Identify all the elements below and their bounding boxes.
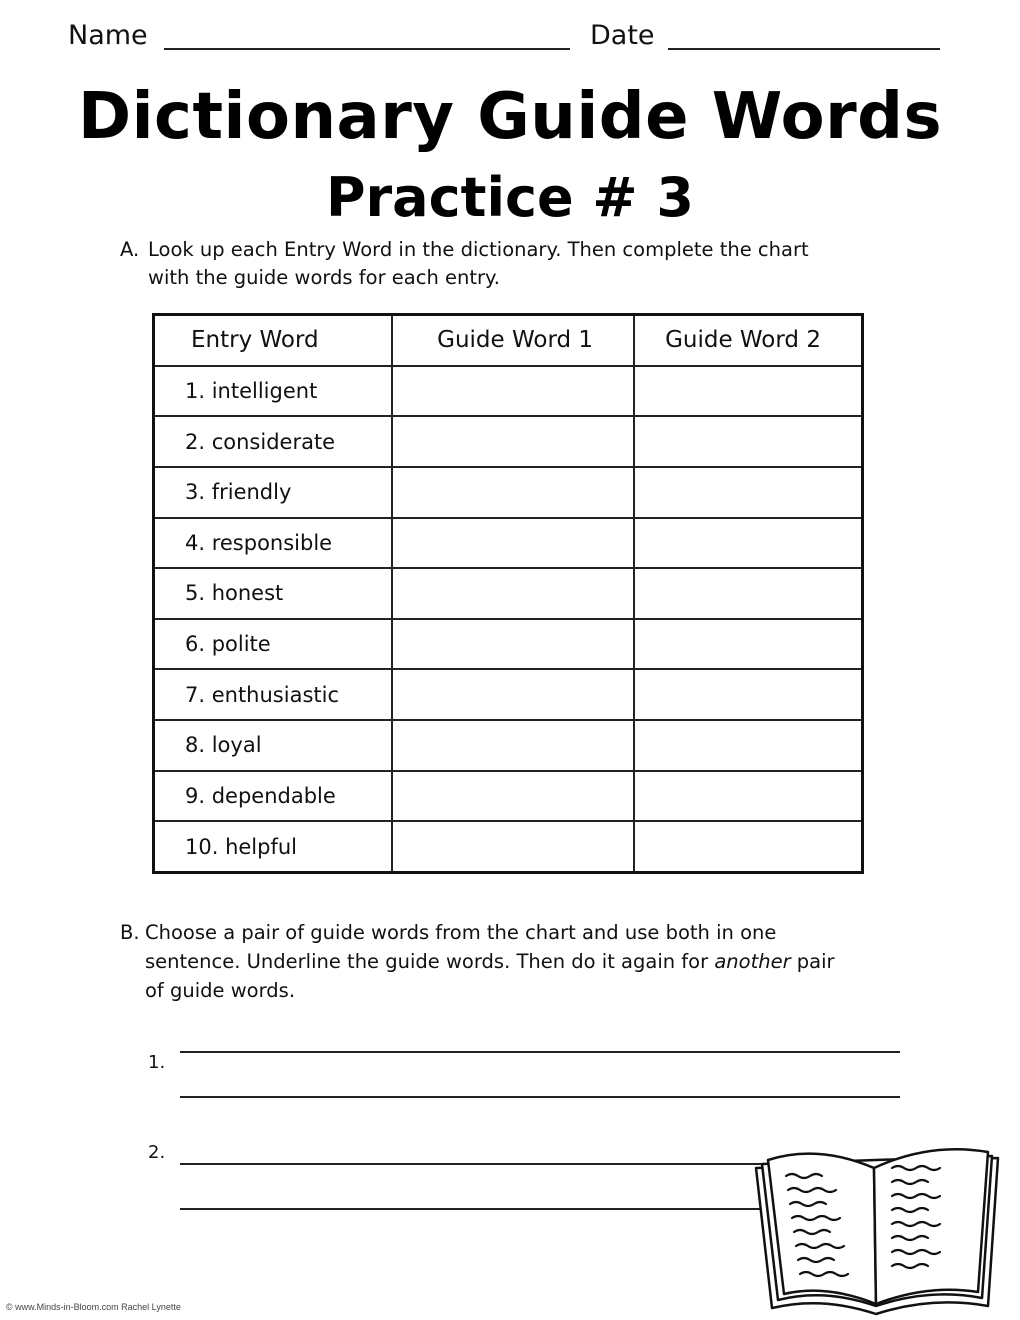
chart-header-row (154, 315, 863, 366)
guide-word-1-cell[interactable] (392, 416, 634, 467)
guide-word-1-cell[interactable] (392, 518, 634, 569)
entry-word: 3. friendly (154, 467, 393, 518)
section-a-label: A. (120, 238, 140, 261)
section-a-line2: with the guide words for each entry. (148, 266, 500, 289)
entry-word: 7. enthusiastic (154, 669, 393, 720)
guide-word-1-cell[interactable] (392, 467, 634, 518)
table-row (154, 771, 863, 822)
answer-number-2: 2. (148, 1142, 166, 1163)
header-guide-word-1: Guide Word 1 (392, 315, 634, 366)
section-b-label: B. (120, 921, 140, 944)
answer-line[interactable] (180, 1096, 900, 1098)
guide-word-2-cell[interactable] (634, 720, 862, 771)
guide-word-1-cell[interactable] (392, 669, 634, 720)
guide-word-1-cell[interactable] (392, 568, 634, 619)
entry-word: 8. loyal (154, 720, 393, 771)
date-label: Date (590, 20, 655, 51)
table-row (154, 821, 863, 872)
entry-word: 1. intelligent (154, 366, 393, 417)
table-row (154, 416, 863, 467)
date-blank[interactable] (668, 22, 940, 50)
guide-word-2-cell[interactable] (634, 568, 862, 619)
table-row (154, 366, 863, 417)
open-book-icon (752, 1138, 1002, 1316)
entry-word: 9. dependable (154, 771, 393, 822)
answer-line[interactable] (180, 1051, 900, 1053)
section-b-line3: of guide words. (145, 979, 296, 1002)
table-row (154, 518, 863, 569)
guide-word-2-cell[interactable] (634, 416, 862, 467)
guide-word-2-cell[interactable] (634, 771, 862, 822)
page-subtitle: Practice # 3 (325, 166, 695, 229)
page-title: Dictionary Guide Words (77, 80, 943, 154)
entry-word: 4. responsible (154, 518, 393, 569)
guide-words-chart (152, 313, 864, 874)
section-b-emphasis: another (714, 950, 791, 973)
section-b-line2-start: sentence. Underline the guide words. Then do it again for (145, 950, 715, 973)
section-b-line1: Choose a pair of guide words from the chart and use both in one (145, 921, 777, 944)
header-guide-word-2: Guide Word 2 (634, 315, 862, 366)
guide-word-1-cell[interactable] (392, 720, 634, 771)
name-blank[interactable] (164, 22, 570, 50)
guide-word-2-cell[interactable] (634, 467, 862, 518)
guide-word-1-cell[interactable] (392, 619, 634, 670)
guide-word-1-cell[interactable] (392, 771, 634, 822)
table-row (154, 669, 863, 720)
guide-word-2-cell[interactable] (634, 669, 862, 720)
guide-word-2-cell[interactable] (634, 518, 862, 569)
entry-word: 6. polite (154, 619, 393, 670)
answer-number-1: 1. (148, 1052, 166, 1073)
guide-word-1-cell[interactable] (392, 821, 634, 872)
entry-word: 10. helpful (154, 821, 393, 872)
section-b-line2 (145, 948, 835, 976)
entry-word: 2. considerate (154, 416, 393, 467)
answer-line[interactable] (180, 1208, 770, 1210)
header-entry-word: Entry Word (154, 315, 393, 366)
table-row (154, 720, 863, 771)
entry-word: 5. honest (154, 568, 393, 619)
guide-word-2-cell[interactable] (634, 619, 862, 670)
guide-word-1-cell[interactable] (392, 366, 634, 417)
footer-credit: © www.Minds-in-Bloom.com Rachel Lynette (6, 1302, 181, 1312)
name-label: Name (68, 20, 148, 51)
answer-line[interactable] (180, 1163, 770, 1165)
table-row (154, 467, 863, 518)
guide-word-2-cell[interactable] (634, 821, 862, 872)
table-row (154, 619, 863, 670)
section-a-instructions (120, 236, 880, 296)
table-row (154, 568, 863, 619)
guide-word-2-cell[interactable] (634, 366, 862, 417)
section-b-instructions (120, 919, 880, 1007)
section-b-line2-end: pair (790, 950, 835, 973)
section-a-line1: Look up each Entry Word in the dictionary. Then complete the chart (148, 238, 809, 261)
